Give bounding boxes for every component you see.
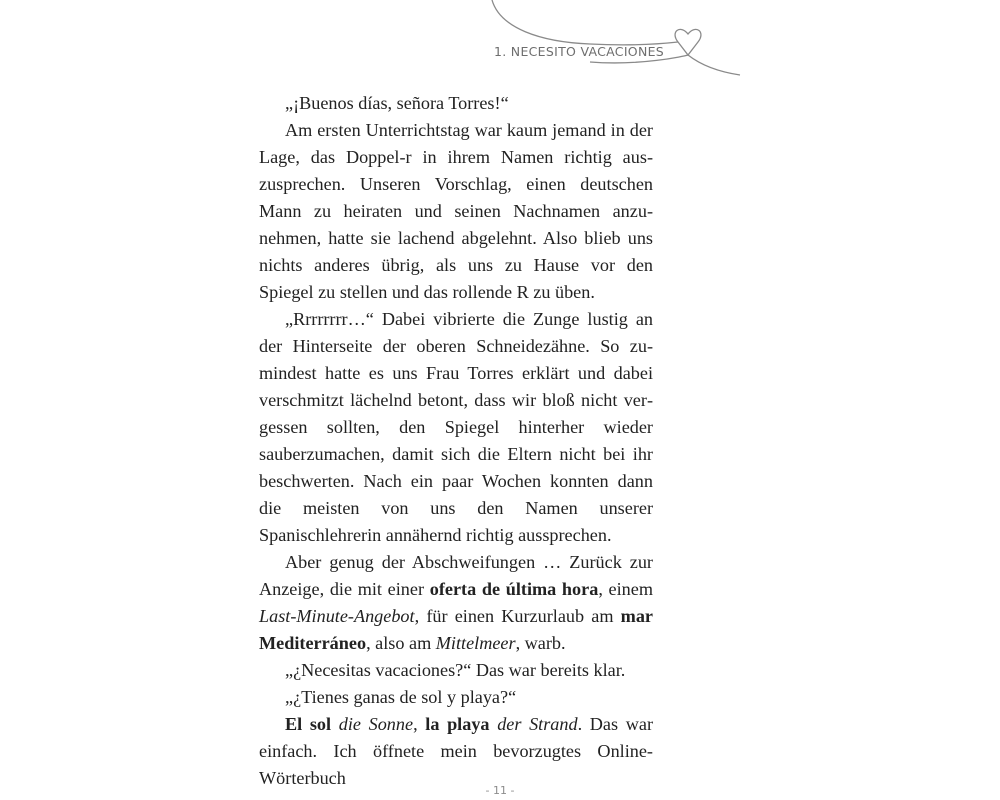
paragraph-advert: Aber genug der Abschweifungen … Zurück zur Anzeige, die mit einer oferta de última hora, einem Last-Minute-Angebot, für einen Kurzurlaub am mar Mediterráneo, also am Mittelmeer, warb. xyxy=(259,552,653,653)
page-number: - 11 - xyxy=(485,784,515,797)
paragraph-sun-beach-question: „¿Tienes ganas de sol y playa?“ xyxy=(285,687,517,707)
paragraph-vacation-question: „¿Necesitas vacaciones?“ Das war bereits klar. xyxy=(285,660,626,680)
chapter-running-head: 1. NECESITO VACACIONES xyxy=(494,44,665,59)
paragraph-rolling-r: „Rrrrrrrr…“ Dabei vibrierte die Zunge lustig an der Hinterseite der oberen Schneidezähne. So zumindest hatte es uns Frau Torres erklärt und dabei verschmitzt lächelnd betont, dass wir bloß nicht vergessen sollten, den Spiegel hinterher wieder sauberzumachen, damit sich die Eltern nicht bei ihr beschwerten. Nach ein paar Wochen konnten dann die meisten von uns den Namen unserer Spanischlehrerin annähernd richtig aussprechen. xyxy=(259,309,653,545)
body-text xyxy=(259,90,653,792)
heart-swirl-icon xyxy=(470,0,750,80)
paragraph-first-lesson: Am ersten Unterrichtstag war kaum jemand in der Lage, das Doppel-r in ihrem Namen richtig auszusprechen. Unseren Vorschlag, einen deutschen Mann zu heiraten und seinen Nachnamen anzunehmen, hatte sie lachend abgelehnt. Also blieb uns nichts anderes übrig, als uns zu Hause vor den Spiegel zu stellen und das rollende R zu üben. xyxy=(259,120,653,302)
paragraph-vocabulary: El sol die Sonne, la playa der Strand. Das war einfach. Ich öffnete mein bevorzugtes Online-Wörterbuch xyxy=(259,714,653,788)
paragraph-greeting: „¡Buenos días, señora Torres!“ xyxy=(285,93,509,113)
